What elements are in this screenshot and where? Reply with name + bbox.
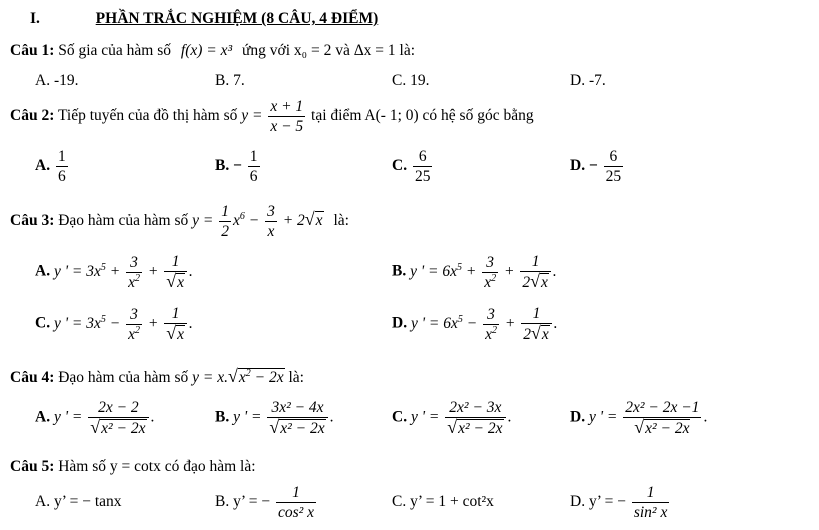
q2-c-frac (413, 147, 433, 186)
q4-c-label: C. (392, 408, 408, 426)
q4-b-label: B. (215, 408, 230, 426)
q1-option-b[interactable]: B. 7. (215, 72, 245, 89)
question-5 (10, 458, 256, 476)
q2-d-label: D. − (570, 157, 598, 175)
q3-formula: y = $\frac{1}{2}$ $x^6$ − $\frac{3}{x}$ + 2√x (192, 203, 323, 240)
q4-d-frac: $\frac{\text{2x² − 2x −1}}{\text{√x² − 2x}}$ (625, 399, 700, 437)
q2-option-b[interactable] (215, 147, 262, 186)
q4-b-den: x² − 2x (280, 420, 325, 437)
q3-option-c[interactable] (35, 304, 193, 344)
q5-d-frac (632, 483, 670, 522)
q5-option-a[interactable]: A. y’ = − tanx (35, 493, 122, 510)
q4-option-b[interactable]: B. y ' = $\frac{\text{3x² − 4x}}{\text{√x² − 2x}}$ . (215, 399, 334, 437)
q2-c-num: 6 (418, 148, 427, 165)
q2-d-den: 25 (605, 168, 622, 185)
q5-d-den: sin² x (633, 504, 668, 521)
q4-a-num: 2x − 2 (98, 399, 139, 416)
q2-option-c[interactable] (392, 147, 434, 186)
q1-label: Câu 1: (10, 42, 55, 59)
q4-formula: $y = x.√x^2 - 2x$ (192, 366, 284, 386)
q5-d-label: D. y’ = − (570, 493, 626, 511)
q4-text-b: là: (288, 369, 304, 386)
q3-option-b[interactable] (392, 252, 557, 292)
q4-a-den: x² − 2x (101, 420, 146, 437)
q4-b-frac: $\frac{\text{3x² − 4x}}{\text{√x² − 2x}}$ (267, 398, 327, 438)
question-1 (10, 42, 415, 60)
q2-label: Câu 2: (10, 107, 55, 125)
section-title (30, 10, 378, 28)
q2-a-frac (56, 147, 68, 186)
q3-text-a: Đạo hàm của hàm số (58, 212, 189, 230)
q5-option-b[interactable] (215, 483, 318, 522)
q1-func: f(x) = x³ (180, 42, 233, 59)
q3-c-label: C. (35, 314, 51, 332)
q3-b-formula: y ' = $6x^5$ + $\frac{3}{x^2}$ + $\frac{1}{2√x}$ . (410, 253, 557, 291)
q2-b-label: B. − (215, 157, 242, 175)
q4-a-label: A. (35, 408, 51, 426)
section-heading: PHẦN TRẮC NGHIỆM (8 CÂU, 4 ĐIỂM) (95, 10, 379, 27)
q4-d-label: D. (570, 408, 586, 426)
q5-text: Hàm số y = cotx có đạo hàm là: (58, 458, 256, 475)
q4-label: Câu 4: (10, 369, 55, 386)
q2-d-frac (604, 147, 624, 186)
q5-b-label: B. y’ = − (215, 493, 271, 511)
q5-option-c[interactable]: C. y’ = 1 + cot²x (392, 493, 494, 510)
q1-option-c[interactable]: C. 19. (392, 72, 430, 89)
q3-option-d[interactable] (392, 304, 558, 344)
q4-a-frac: $\frac{2x - 2}{\text{√x² − 2x}}$ (88, 398, 148, 438)
q1-text-a: Số gia của hàm số (58, 42, 172, 59)
q5-b-frac (276, 483, 316, 522)
q4-c-frac: $\frac{\text{2x² − 3x}}{\text{√x² − 2x}}$ (445, 398, 505, 438)
q2-b-den: 6 (249, 168, 258, 185)
q5-b-num: 1 (292, 484, 300, 501)
q2-text-a: Tiếp tuyến của đồ thị hàm số (57, 107, 238, 125)
q5-d-num: 1 (646, 484, 655, 501)
q2-b-frac (248, 147, 260, 186)
q2-y: y = (241, 107, 263, 125)
q2-a-den: 6 (57, 168, 66, 185)
q2-a-label: A. (35, 157, 51, 175)
q5-option-d[interactable] (570, 483, 671, 522)
q3-d-label: D. (392, 314, 408, 332)
q4-option-c[interactable]: C. y ' = $\frac{\text{2x² − 3x}}{\text{√x² − 2x}}$ . (392, 399, 512, 437)
question-2 (10, 97, 534, 136)
q3-d-formula: y ' = $6x^5$ − $\frac{3}{x^2}$ + $\frac{1}{2√x}$ . (410, 305, 558, 343)
q4-c-num: 2x² − 3x (449, 399, 502, 416)
q2-b-num: 1 (249, 148, 258, 165)
q2-option-a[interactable] (35, 147, 70, 186)
q3-text-b: là: (333, 212, 349, 230)
q1-option-d[interactable]: D. -7. (570, 72, 606, 89)
q3-a-label: A. (35, 262, 51, 280)
q4-text-a: Đạo hàm của hàm số (58, 369, 189, 386)
q2-denominator: x − 5 (270, 118, 304, 135)
question-4 (10, 366, 304, 387)
q2-text-b: tại điểm A(- 1; 0) có hệ số góc bằng (311, 107, 534, 125)
q1-text-b: ứng với x₀ = 2 và Δx = 1 là: (242, 42, 416, 59)
q2-d-num: 6 (609, 148, 618, 165)
q2-c-label: C. (392, 157, 408, 175)
q2-option-d[interactable] (570, 147, 625, 186)
q3-c-formula: y ' = $3x^5$ − $\frac{3}{x^2}$ + $\frac{1}{√x}$ . (53, 305, 193, 343)
question-3 (10, 202, 349, 241)
section-number: I. (30, 10, 40, 27)
q4-c-den: x² − 2x (458, 420, 503, 437)
q1-option-a[interactable]: A. -19. (35, 72, 79, 89)
q4-option-d[interactable]: D. y ' = $\frac{\text{2x² − 2x −1}}{\text{√x² − 2x}}$ . (570, 399, 708, 437)
q2-a-num: 1 (57, 148, 66, 165)
q3-option-a[interactable] (35, 252, 193, 292)
q5-b-den: cos² x (277, 504, 315, 521)
q4-b-num: 3x² − 4x (271, 399, 324, 416)
q3-a-formula: y ' = $3x^5$ + $\frac{3}{x^2}$ + $\frac{1}{√x}$ . (53, 253, 193, 291)
q2-numerator: x + 1 (270, 98, 304, 115)
q4-d-num: 2x² − 2x −1 (625, 399, 700, 416)
q3-b-label: B. (392, 262, 407, 280)
q4-d-den: x² − 2x (645, 420, 690, 437)
q5-label: Câu 5: (10, 458, 55, 475)
q4-option-a[interactable]: A. y ' = $\frac{2x - 2}{\text{√x² − 2x}}$ . (35, 399, 155, 437)
q3-label: Câu 3: (10, 212, 55, 230)
q2-c-den: 25 (414, 168, 431, 185)
q2-fraction (268, 97, 305, 136)
